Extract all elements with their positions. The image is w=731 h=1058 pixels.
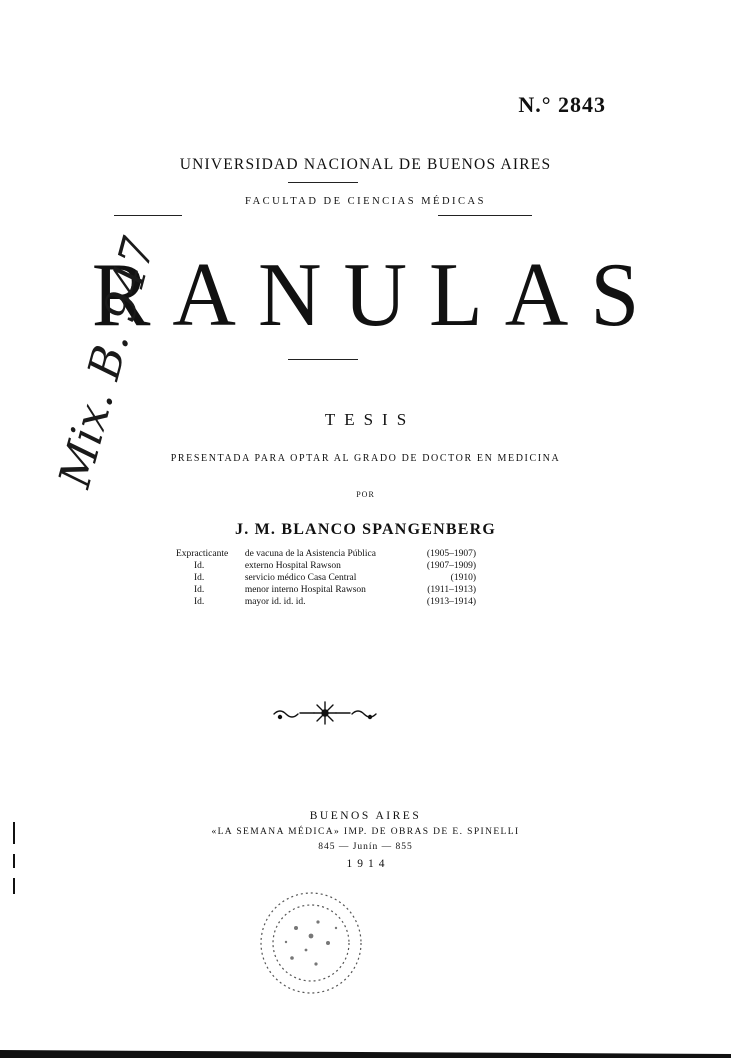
- credential-role: mayor id. id. id.: [244, 597, 306, 607]
- credential-prefix: Id.: [194, 573, 205, 583]
- credential-row: [176, 548, 476, 560]
- page-edge: [0, 1044, 731, 1058]
- divider: [114, 215, 182, 216]
- publisher-address: 845 — Junín — 855: [318, 842, 413, 852]
- document-title: RANULAS: [91, 245, 662, 346]
- margin-marks: [8, 820, 20, 900]
- credential-prefix: Id.: [194, 597, 205, 607]
- author-credentials: [176, 548, 476, 608]
- handwritten-note-text: Mix. B. 947: [49, 232, 165, 493]
- credential-row: [176, 584, 476, 596]
- handwritten-note: [18, 232, 165, 495]
- credential-role: menor interno Hospital Rawson: [244, 585, 366, 595]
- credential-row: [176, 572, 476, 584]
- divider: [438, 215, 532, 216]
- credential-years: (1905–1907): [426, 549, 476, 559]
- faculty-name: FACULTAD DE CIENCIAS MÉDICAS: [245, 196, 486, 207]
- document-number: N.° 2843: [518, 92, 606, 117]
- divider: [288, 359, 358, 360]
- publication-year: 1914: [346, 858, 390, 870]
- thesis-label: TESIS: [324, 410, 416, 429]
- credential-row: [176, 596, 476, 608]
- ornament-icon: [270, 700, 380, 726]
- presented-for: PRESENTADA PARA OPTAR AL GRADO DE DOCTOR EN MEDICINA: [170, 453, 561, 464]
- university-name: UNIVERSIDAD NACIONAL DE BUENOS AIRES: [179, 156, 552, 173]
- publisher: «LA SEMANA MÉDICA» IMP. DE OBRAS DE E. SPINELLI: [211, 827, 520, 837]
- credential-row: [176, 560, 476, 572]
- credential-role: externo Hospital Rawson: [244, 561, 341, 571]
- credential-prefix: Id.: [194, 561, 205, 571]
- credential-years: (1913–1914): [426, 597, 476, 607]
- by-label: POR: [356, 490, 375, 499]
- credential-years: (1910): [450, 573, 476, 583]
- publication-city: BUENOS AIRES: [309, 810, 422, 822]
- credential-prefix: Id.: [194, 585, 205, 595]
- library-stamp-icon: [256, 888, 366, 998]
- divider: [288, 182, 358, 183]
- author-name: J. M. BLANCO SPANGENBERG: [235, 521, 496, 538]
- credential-role: de vacuna de la Asistencia Pública: [244, 549, 376, 559]
- credential-years: (1907–1909): [426, 561, 476, 571]
- credential-years: (1911–1913): [427, 585, 476, 595]
- credential-prefix: Expracticante: [176, 549, 229, 559]
- credential-role: servicio médico Casa Central: [244, 573, 357, 583]
